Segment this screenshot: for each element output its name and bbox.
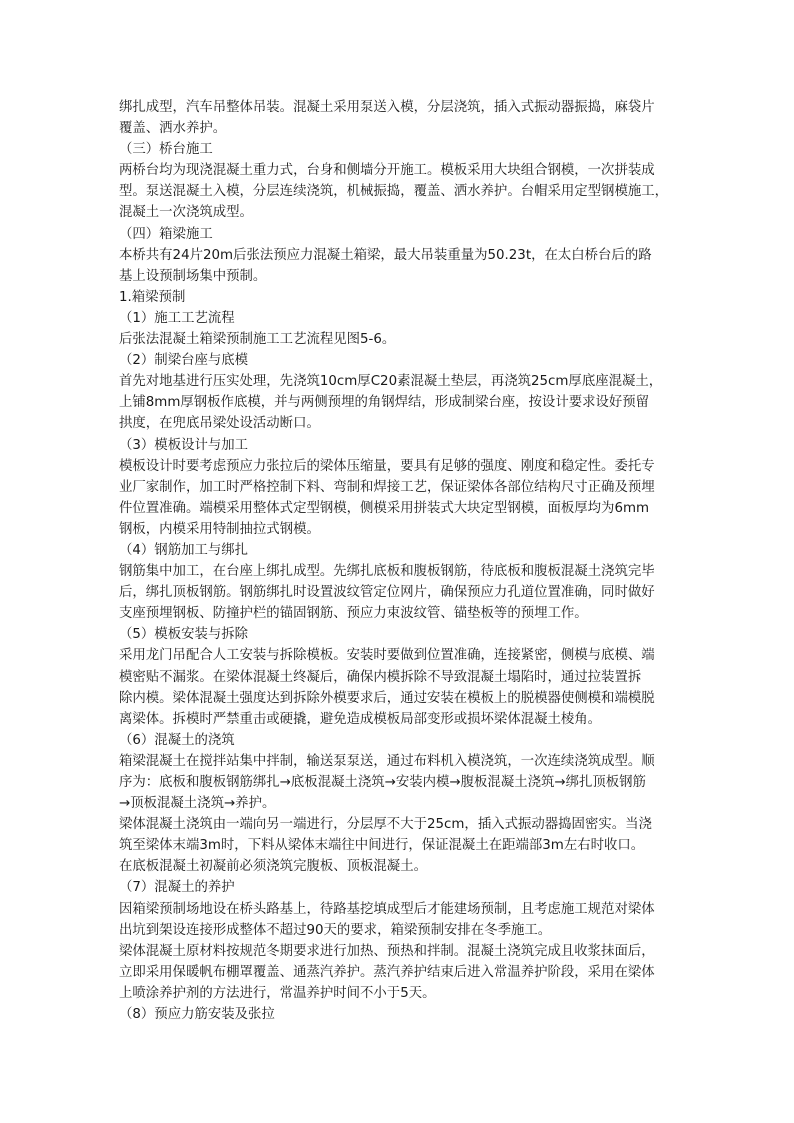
text-line: 钢筋集中加工，在台座上绑扎成型。先绑扎底板和腹板钢筋，待底板和腹板混凝土浇筑完毕: [119, 564, 655, 580]
text-line: 离梁体。拆模时严禁重击或硬撬，避免造成模板局部变形或损坏梁体混凝土棱角。: [119, 711, 602, 727]
text-line: 基上设预制场集中预制。: [119, 268, 267, 284]
text-line: 上铺8mm厚钢板作底模，并与两侧预埋的角钢焊结，形成制梁台座，按设计要求设好预留: [119, 395, 650, 411]
text-line: 型。泵送混凝土入模，分层连续浇筑，机械振捣，覆盖、洒水养护。台帽采用定型钢模施工，: [119, 184, 669, 200]
text-line: 梁体混凝土浇筑由一端向另一端进行，分层厚不大于25cm，插入式振动器捣固密实。当浇: [119, 817, 652, 833]
item-heading: （1）施工工艺流程: [119, 310, 235, 326]
text-line: 立即采用保暖帆布棚罩覆盖、通蒸汽养护。蒸汽养护结束后进入常温养护阶段，采用在梁体: [119, 964, 655, 980]
text-line: 除内模。梁体混凝土强度达到拆除外模要求后，通过安装在模板上的脱模器使侧模和端模脱: [119, 690, 655, 706]
document-body: [119, 97, 679, 1025]
subsection-heading: 1.箱梁预制: [119, 289, 186, 305]
text-line: →顶板混凝土浇筑→养护。: [119, 796, 276, 812]
text-line: 上喷涂养护剂的方法进行，常温养护时间不小于5天。: [119, 985, 436, 1001]
text-line: 两桥台均为现浇混凝土重力式，台身和侧墙分开施工。模板采用大块组合钢模，一次拼装成: [119, 163, 655, 179]
text-line: 件位置准确。端模采用整体式定型钢模，侧模采用拼装式大块定型钢模，面板厚均为6mm: [119, 500, 650, 516]
item-heading: （8）预应力筋安装及张拉: [119, 1007, 275, 1023]
text-line: 本桥共有24片20m后张法预应力混凝土箱梁，最大吊装重量为50.23t，在太白桥台后的路: [119, 247, 652, 263]
text-line: 后张法混凝土箱梁预制施工工艺流程见图5-6。: [119, 332, 396, 348]
item-heading: （7）混凝土的养护: [119, 880, 235, 896]
text-line: 钢板，内模采用特制抽拉式钢模。: [119, 521, 320, 537]
section-heading: （三）桥台施工: [119, 142, 213, 158]
item-heading: （6）混凝土的浇筑: [119, 732, 235, 748]
text-line: 绑扎成型，汽车吊整体吊装。混凝土采用泵送入模，分层浇筑，插入式振动器振捣，麻袋片: [119, 100, 655, 115]
text-line: 混凝土一次浇筑成型。: [119, 205, 253, 221]
text-line: 业厂家制作，加工时严格控制下料、弯制和焊接工艺，保证梁体各部位结构尺寸正确及预埋: [119, 479, 655, 495]
text-line: 支座预埋钢板、防撞护栏的锚固钢筋、预应力束波纹管、锚垫板等的预埋工作。: [119, 606, 588, 622]
text-line: 因箱梁预制场地设在桥头路基上，待路基挖填成型后才能建场预制，且考虑施工规范对梁体: [119, 901, 655, 917]
text-line: 梁体混凝土原材料按规范冬期要求进行加热、预热和拌制。混凝土浇筑完成且收浆抹面后，: [119, 943, 655, 959]
item-heading: （3）模板设计与加工: [119, 437, 249, 453]
text-line: 覆盖、洒水养护。: [119, 121, 227, 137]
text-line: 后，绑扎顶板钢筋。钢筋绑扎时设置波纹管定位网片，确保预应力孔道位置准确，同时做好: [119, 585, 655, 601]
text-line: 筑至梁体末端3m时，下料从梁体末端往中间进行，保证混凝土在距端部3m左右时收口。: [119, 838, 645, 854]
text-line: 箱梁混凝土在搅拌站集中拌制，输送泵泵送，通过布料机入模浇筑，一次连续浇筑成型。顺: [119, 753, 655, 769]
text-line: 出坑到架设连接形成整体不超过90天的要求，箱梁预制安排在冬季施工。: [119, 922, 552, 938]
item-heading: （2）制梁台座与底模: [119, 353, 249, 369]
text-line: 在底板混凝土初凝前必须浇筑完腹板、顶板混凝土。: [119, 859, 427, 875]
text-line: 首先对地基进行压实处理，先浇筑10cm厚C20素混凝土垫层，再浇筑25cm厚底座混凝土，: [119, 374, 663, 390]
text-line: 序为：底板和腹板钢筋绑扎→底板混凝土浇筑→安装内模→腹板混凝土浇筑→绑扎顶板钢筋: [119, 775, 646, 790]
item-heading: （4）钢筋加工与绑扎: [119, 542, 249, 558]
text-line: 采用龙门吊配合人工安装与拆除模板。安装时要做到位置准确，连接紧密，侧模与底模、端: [119, 648, 655, 664]
text-line: 模板设计时要考虑预应力张拉后的梁体压缩量，要具有足够的强度、刚度和稳定性。委托专: [119, 458, 655, 474]
section-heading: （四）箱梁施工: [119, 226, 213, 242]
item-heading: （5）模板安装与拆除: [119, 627, 249, 643]
text-line: 模密贴不漏浆。在梁体混凝土终凝后，确保内模拆除不导致混凝土塌陷时，通过拉装置拆: [119, 669, 642, 685]
text-line: 拱度，在兜底吊梁处设活动断口。: [119, 416, 320, 432]
